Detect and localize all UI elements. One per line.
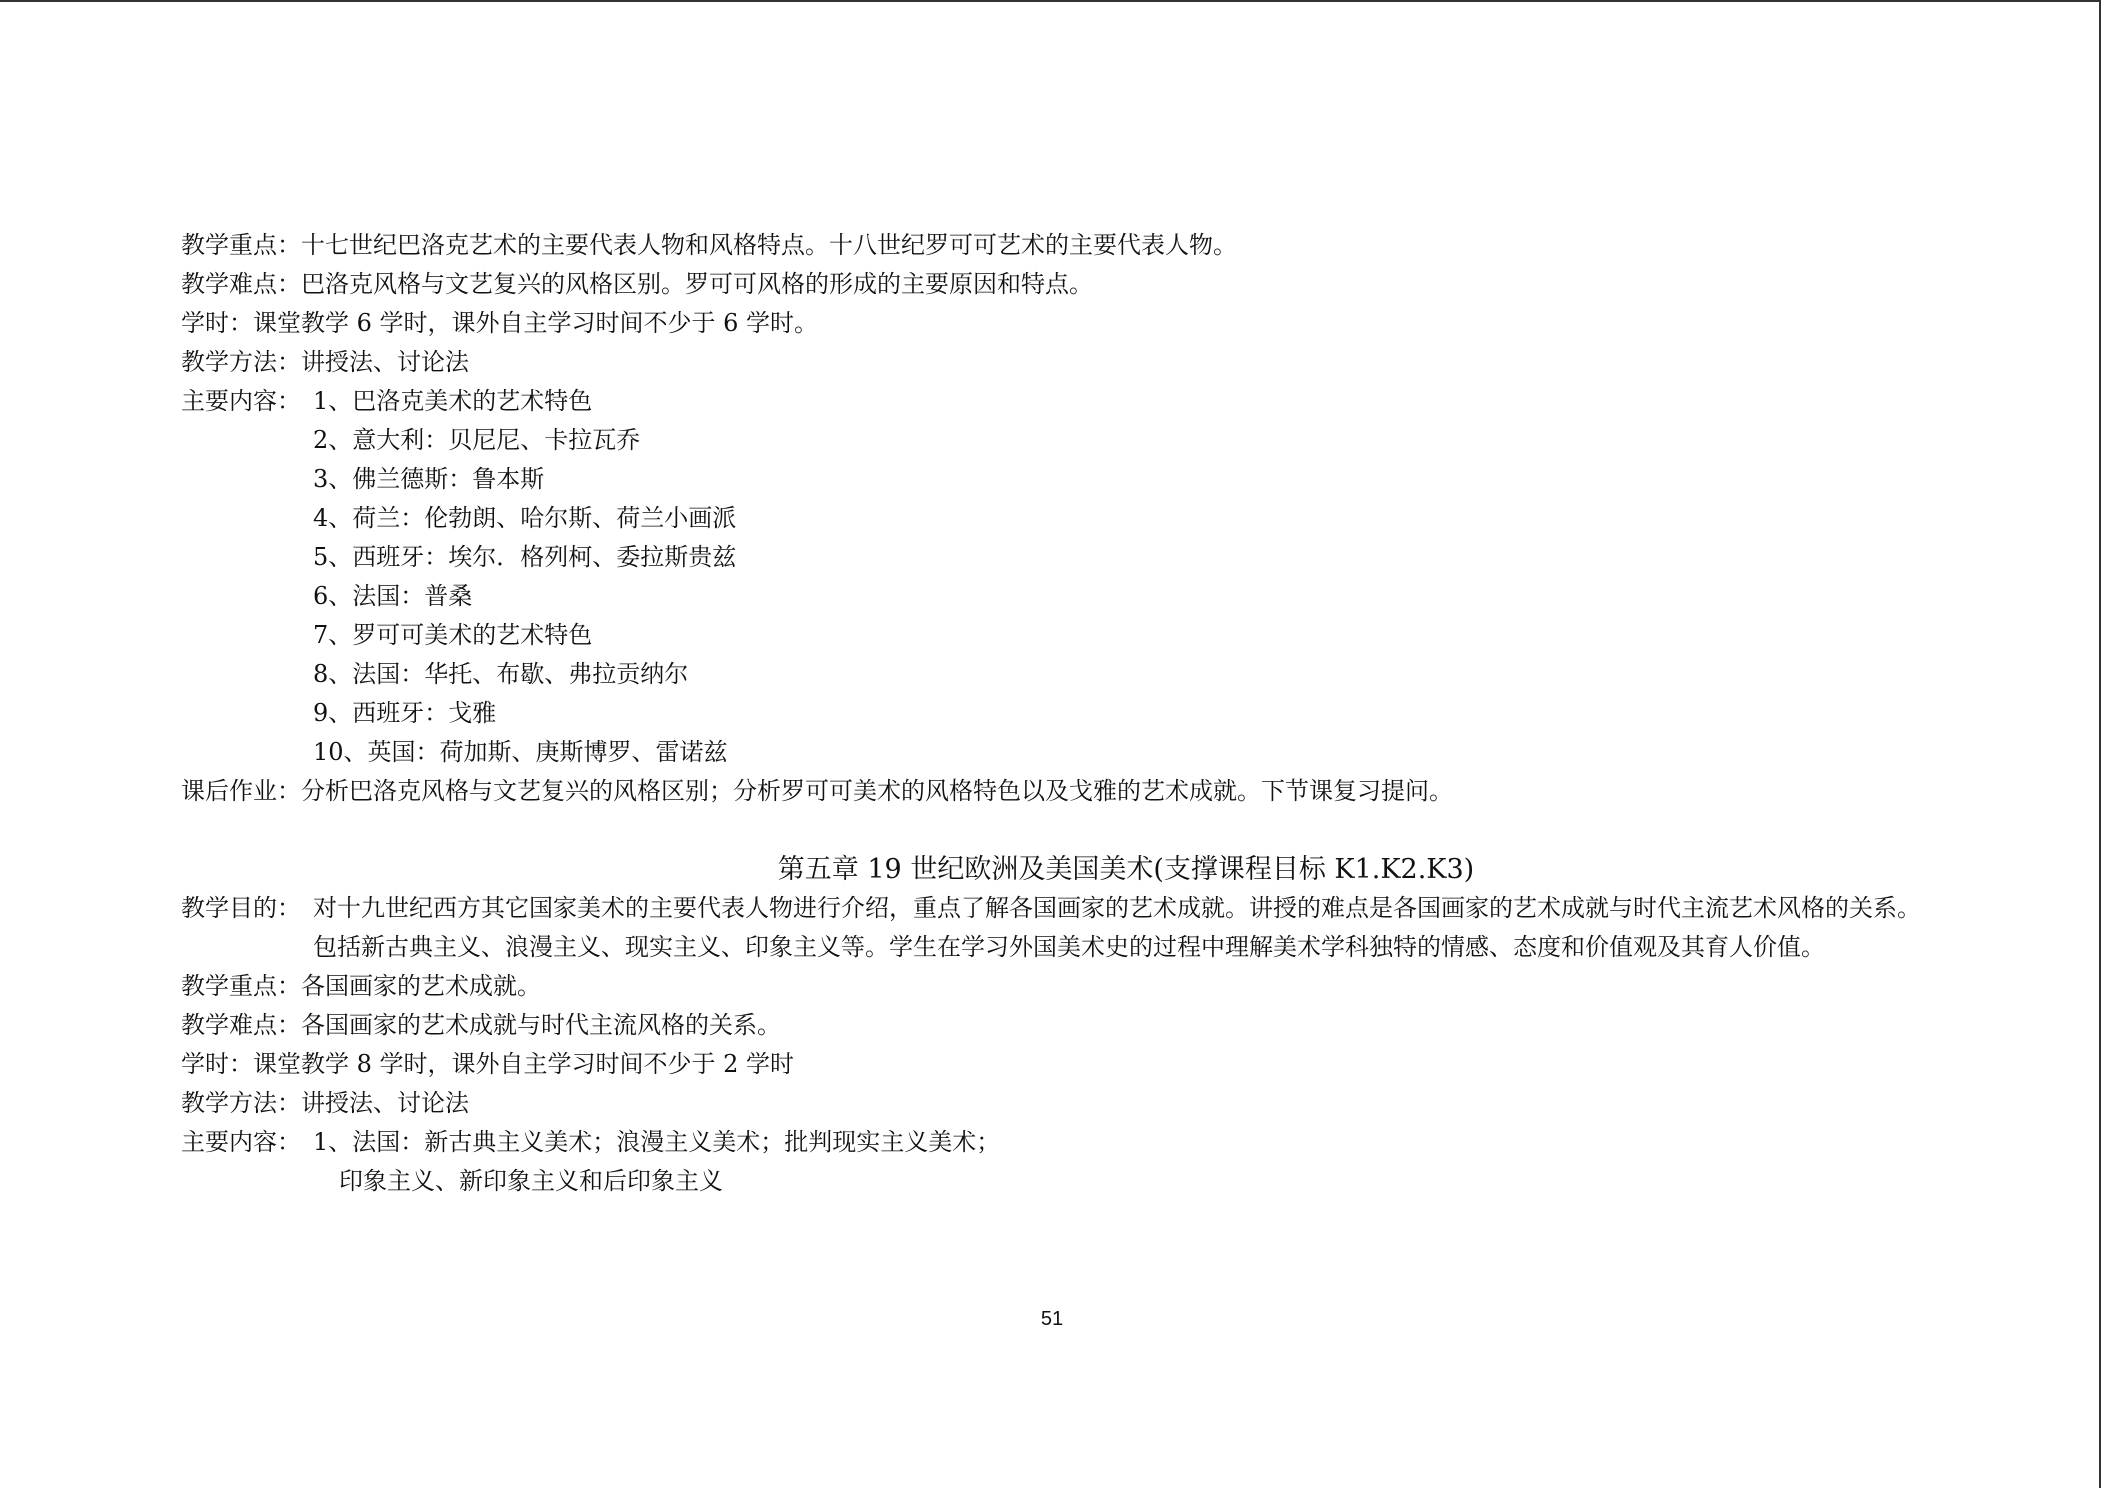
homework-row — [181, 772, 1921, 811]
document-body — [181, 226, 1921, 1201]
class-hours-label: 学时： — [181, 1050, 253, 1078]
class-hours-row — [181, 304, 1921, 343]
teaching-difficulty-row — [181, 265, 1921, 304]
homework-label: 课后作业： — [181, 777, 301, 805]
teaching-difficulty-row — [181, 1006, 1921, 1045]
teaching-focus-label: 教学重点： — [181, 231, 301, 259]
class-hours-value: 课堂教学 6 学时，课外自主学习时间不少于 6 学时。 — [253, 309, 819, 337]
teaching-focus-row — [181, 226, 1921, 265]
teaching-goal-row — [181, 889, 1921, 967]
teaching-focus-value: 十七世纪巴洛克艺术的主要代表人物和风格特点。十八世纪罗可可艺术的主要代表人物。 — [301, 231, 1237, 259]
teaching-difficulty-label: 教学难点： — [181, 270, 301, 298]
main-content-item: 8、法国：华托、布歇、弗拉贡纳尔 — [313, 660, 689, 688]
homework-value: 分析巴洛克风格与文艺复兴的风格区别；分析罗可可美术的风格特色以及戈雅的艺术成就。下节课复习提问。 — [301, 777, 1453, 805]
teaching-method-value: 讲授法、讨论法 — [301, 1089, 469, 1117]
page-number: 51 — [1040, 1308, 1064, 1330]
main-content-item: 9、西班牙：戈雅 — [313, 699, 497, 727]
chapter-title: 第五章 19 世纪欧洲及美国美术(支撑课程目标 K1.K2.K3) — [777, 854, 1475, 885]
class-hours-label: 学时： — [181, 309, 253, 337]
main-content-item: 1、法国：新古典主义美术；浪漫主义美术；批判现实主义美术； — [313, 1128, 1001, 1156]
teaching-focus-row — [181, 967, 1921, 1006]
main-content-item: 7、罗可可美术的艺术特色 — [313, 621, 593, 649]
teaching-focus-value: 各国画家的艺术成就。 — [301, 972, 541, 1000]
main-content-item: 2、意大利：贝尼尼、卡拉瓦乔 — [313, 426, 641, 454]
main-content-item: 4、荷兰：伦勃朗、哈尔斯、荷兰小画派 — [313, 504, 737, 532]
class-hours-row — [181, 1045, 1921, 1084]
main-content-item: 1、巴洛克美术的艺术特色 — [313, 387, 593, 415]
main-content-item: 3、佛兰德斯：鲁本斯 — [313, 465, 545, 493]
teaching-method-value: 讲授法、讨论法 — [301, 348, 469, 376]
main-content-label: 主要内容： — [181, 387, 301, 415]
class-hours-value: 课堂教学 8 学时，课外自主学习时间不少于 2 学时 — [253, 1050, 795, 1078]
main-content-row — [181, 1123, 1921, 1162]
main-content-item: 5、西班牙：埃尔．格列柯、委拉斯贵兹 — [313, 543, 737, 571]
teaching-focus-label: 教学重点： — [181, 972, 301, 1000]
teaching-goal-value: 对十九世纪西方其它国家美术的主要代表人物进行介绍，重点了解各国画家的艺术成就。讲授的难点是各国画家的艺术成就与时代主流艺术风格的关系。包括新古典主义、浪漫主义、现实主义、印象主义等。学生在学习外国美术史的过程中理解美术学科独特的情感、态度和价值观及其育人价值。 — [313, 894, 1921, 961]
section-spacer — [181, 811, 1921, 850]
teaching-goal-label: 教学目的： — [181, 894, 301, 922]
main-content-item-continued: 印象主义、新印象主义和后印象主义 — [339, 1167, 723, 1195]
teaching-method-row — [181, 1084, 1921, 1123]
teaching-method-row — [181, 343, 1921, 382]
teaching-difficulty-value: 各国画家的艺术成就与时代主流风格的关系。 — [301, 1011, 781, 1039]
teaching-method-label: 教学方法： — [181, 348, 301, 376]
main-content-item: 6、法国：普桑 — [313, 582, 473, 610]
teaching-difficulty-value: 巴洛克风格与文艺复兴的风格区别。罗可可风格的形成的主要原因和特点。 — [301, 270, 1093, 298]
teaching-difficulty-label: 教学难点： — [181, 1011, 301, 1039]
main-content-row — [181, 382, 1921, 421]
main-content-item: 10、英国：荷加斯、庚斯博罗、雷诺兹 — [313, 738, 728, 766]
main-content-label: 主要内容： — [181, 1128, 301, 1156]
teaching-method-label: 教学方法： — [181, 1089, 301, 1117]
